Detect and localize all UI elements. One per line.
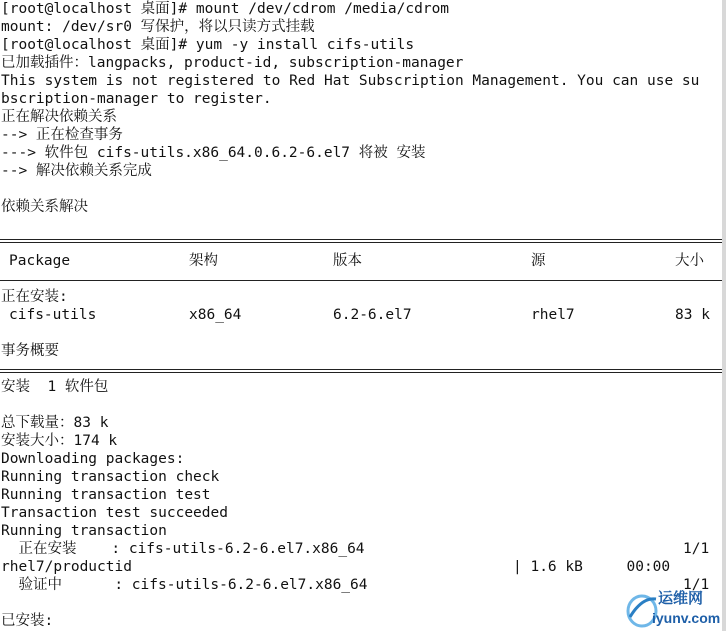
- terminal-line: 已加载插件：langpacks, product-id, subscription-manager: [1, 55, 464, 71]
- watermark-url-text: iyunv.com: [652, 610, 721, 626]
- row-repo: rhel7: [531, 307, 575, 323]
- terminal-line: 总下载量：83 k: [1, 415, 109, 431]
- terminal-line: 事务概要: [1, 343, 59, 359]
- terminal-line: 正在安装 : cifs-utils-6.2-6.el7.x86_64: [1, 541, 365, 557]
- terminal-line: This system is not registered to Red Hat Subscription Management. You can use su: [1, 73, 700, 89]
- terminal-line: Downloading packages:: [1, 451, 185, 467]
- column-header-repo: 源: [531, 253, 546, 269]
- terminal-line: --> 解决依赖关系完成: [1, 163, 152, 179]
- column-header-version: 版本: [333, 253, 362, 269]
- terminal-line: Running transaction test: [1, 487, 211, 503]
- column-header-arch: 架构: [189, 253, 218, 269]
- download-stats: | 1.6 kB 00:00: [513, 559, 671, 575]
- terminal-line: 正在解决依赖关系: [1, 109, 117, 125]
- row-size: 83 k: [675, 307, 710, 323]
- terminal-line: --> 正在检查事务: [1, 127, 123, 143]
- table-header-rule: [0, 280, 726, 281]
- terminal-line: Transaction test succeeded: [1, 505, 228, 521]
- terminal-line: bscription-manager to register.: [1, 91, 272, 107]
- terminal-line: rhel7/productid: [1, 559, 132, 575]
- table-top-rule-double: [0, 242, 726, 243]
- row-package: cifs-utils: [9, 307, 97, 323]
- terminal-line: 安装 1 软件包: [1, 379, 109, 395]
- summary-rule-double: [0, 372, 726, 373]
- terminal-line: mount: /dev/sr0 写保护，将以只读方式挂载: [1, 19, 315, 35]
- terminal-line: 已安装:: [1, 613, 54, 629]
- summary-rule: [0, 369, 726, 370]
- progress-count: 1/1: [683, 541, 710, 557]
- progress-count: 1/1: [683, 577, 710, 593]
- terminal-line: Running transaction: [1, 523, 167, 539]
- terminal-line: [root@localhost 桌面]# yum -y install cifs-utils: [1, 37, 415, 53]
- column-header-size: 大小: [675, 253, 704, 269]
- column-header-package: Package: [9, 253, 71, 269]
- terminal-line: [root@localhost 桌面]# mount /dev/cdrom /media/cdrom: [1, 1, 450, 17]
- terminal-line: Running transaction check: [1, 469, 220, 485]
- watermark-cn-text: 运维网: [658, 589, 704, 607]
- terminal-line: 依赖关系解决: [1, 199, 88, 215]
- terminal-line: 验证中 : cifs-utils-6.2-6.el7.x86_64: [1, 577, 368, 593]
- watermark-logo: [622, 587, 722, 629]
- scrollbar[interactable]: [722, 0, 726, 631]
- row-version: 6.2-6.el7: [333, 307, 412, 323]
- terminal-line: ---> 软件包 cifs-utils.x86_64.0.6.2-6.el7 将被 安装: [1, 145, 426, 161]
- terminal-line: 正在安装:: [1, 289, 68, 305]
- terminal-line: 安装大小：174 k: [1, 433, 118, 449]
- table-top-rule: [0, 239, 726, 240]
- row-arch: x86_64: [189, 307, 242, 323]
